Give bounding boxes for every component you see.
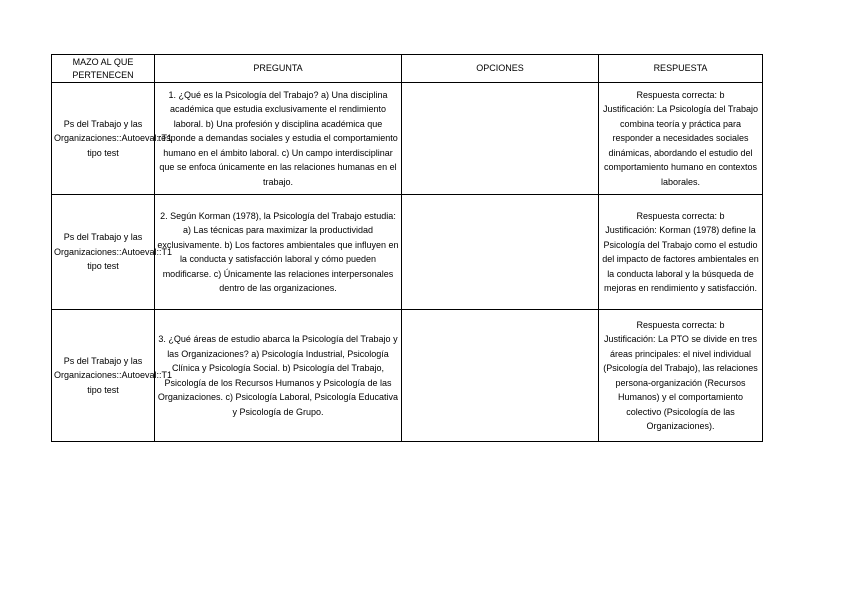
header-row bbox=[52, 55, 763, 83]
options-cell bbox=[402, 83, 599, 195]
question-cell: 1. ¿Qué es la Psicología del Trabajo? a) Una disciplina académica que estudia exclusivamente el rendimiento laboral. b) Una profesión y disciplina académica que responde a demandas sociales y estudia el comportamiento humano en el ámbito laboral. c) Un campo interdisciplinar que se enfoca únicamente en las relaciones humanas en el trabajo. bbox=[155, 83, 402, 195]
deck-cell: Ps del Trabajo y las Organizaciones::Autoeval::T1 tipo test bbox=[52, 310, 155, 442]
options-cell bbox=[402, 195, 599, 310]
correct-answer: Respuesta correcta: b bbox=[636, 319, 725, 330]
question-cell: 3. ¿Qué áreas de estudio abarca la Psicología del Trabajo y las Organizaciones? a) Psicología Industrial, Psicología Clínica y Psicología Social. b) Psicología del Trabajo, Psicología de los Recursos Humanos y Psicología de las Organizaciones. c) Psicología Laboral, Psicología Educativa y Psicología de Grupo. bbox=[155, 310, 402, 442]
options-cell bbox=[402, 310, 599, 442]
justification: Justificación: La Psicología del Trabajo combina teoría y práctica para responder a necesidades sociales dinámicas, abordando el estudio del comportamiento humano en contextos laborales. bbox=[602, 104, 759, 187]
answer-cell bbox=[599, 83, 763, 195]
answer-cell bbox=[599, 195, 763, 310]
question-cell: 2. Según Korman (1978), la Psicología del Trabajo estudia: a) Las técnicas para maximizar la productividad exclusivamente. b) Los factores ambientales que influyen en la conducta y satisfacción laboral y cómo pueden modificarse. c) Únicamente las relaciones interpersonales dentro de las organizaciones. bbox=[155, 195, 402, 310]
header-answer: RESPUESTA bbox=[599, 55, 763, 83]
header-options: OPCIONES bbox=[402, 55, 599, 83]
deck-cell: Ps del Trabajo y las Organizaciones::Autoeval::T1 tipo test bbox=[52, 195, 155, 310]
flashcard-table bbox=[51, 54, 763, 442]
header-deck: MAZO AL QUE PERTENECEN bbox=[52, 55, 155, 83]
table-row bbox=[52, 310, 763, 442]
correct-answer: Respuesta correcta: b bbox=[636, 89, 725, 100]
answer-cell bbox=[599, 310, 763, 442]
table-row bbox=[52, 83, 763, 195]
correct-answer: Respuesta correcta: b bbox=[636, 210, 725, 221]
table-row bbox=[52, 195, 763, 310]
deck-cell: Ps del Trabajo y las Organizaciones::Autoeval::T1 tipo test bbox=[52, 83, 155, 195]
justification: Justificación: La PTO se divide en tres áreas principales: el nivel individual (Psicología del Trabajo), las relaciones persona-organización (Recursos Humanos) y el comportamiento colectivo (Psicología de las Organizaciones). bbox=[603, 334, 758, 431]
justification: Justificación: Korman (1978) define la Psicología del Trabajo como el estudio del impacto de factores ambientales en la conducta laboral y la búsqueda de mejoras en rendimiento y satisfacción. bbox=[602, 225, 759, 293]
header-question: PREGUNTA bbox=[155, 55, 402, 83]
